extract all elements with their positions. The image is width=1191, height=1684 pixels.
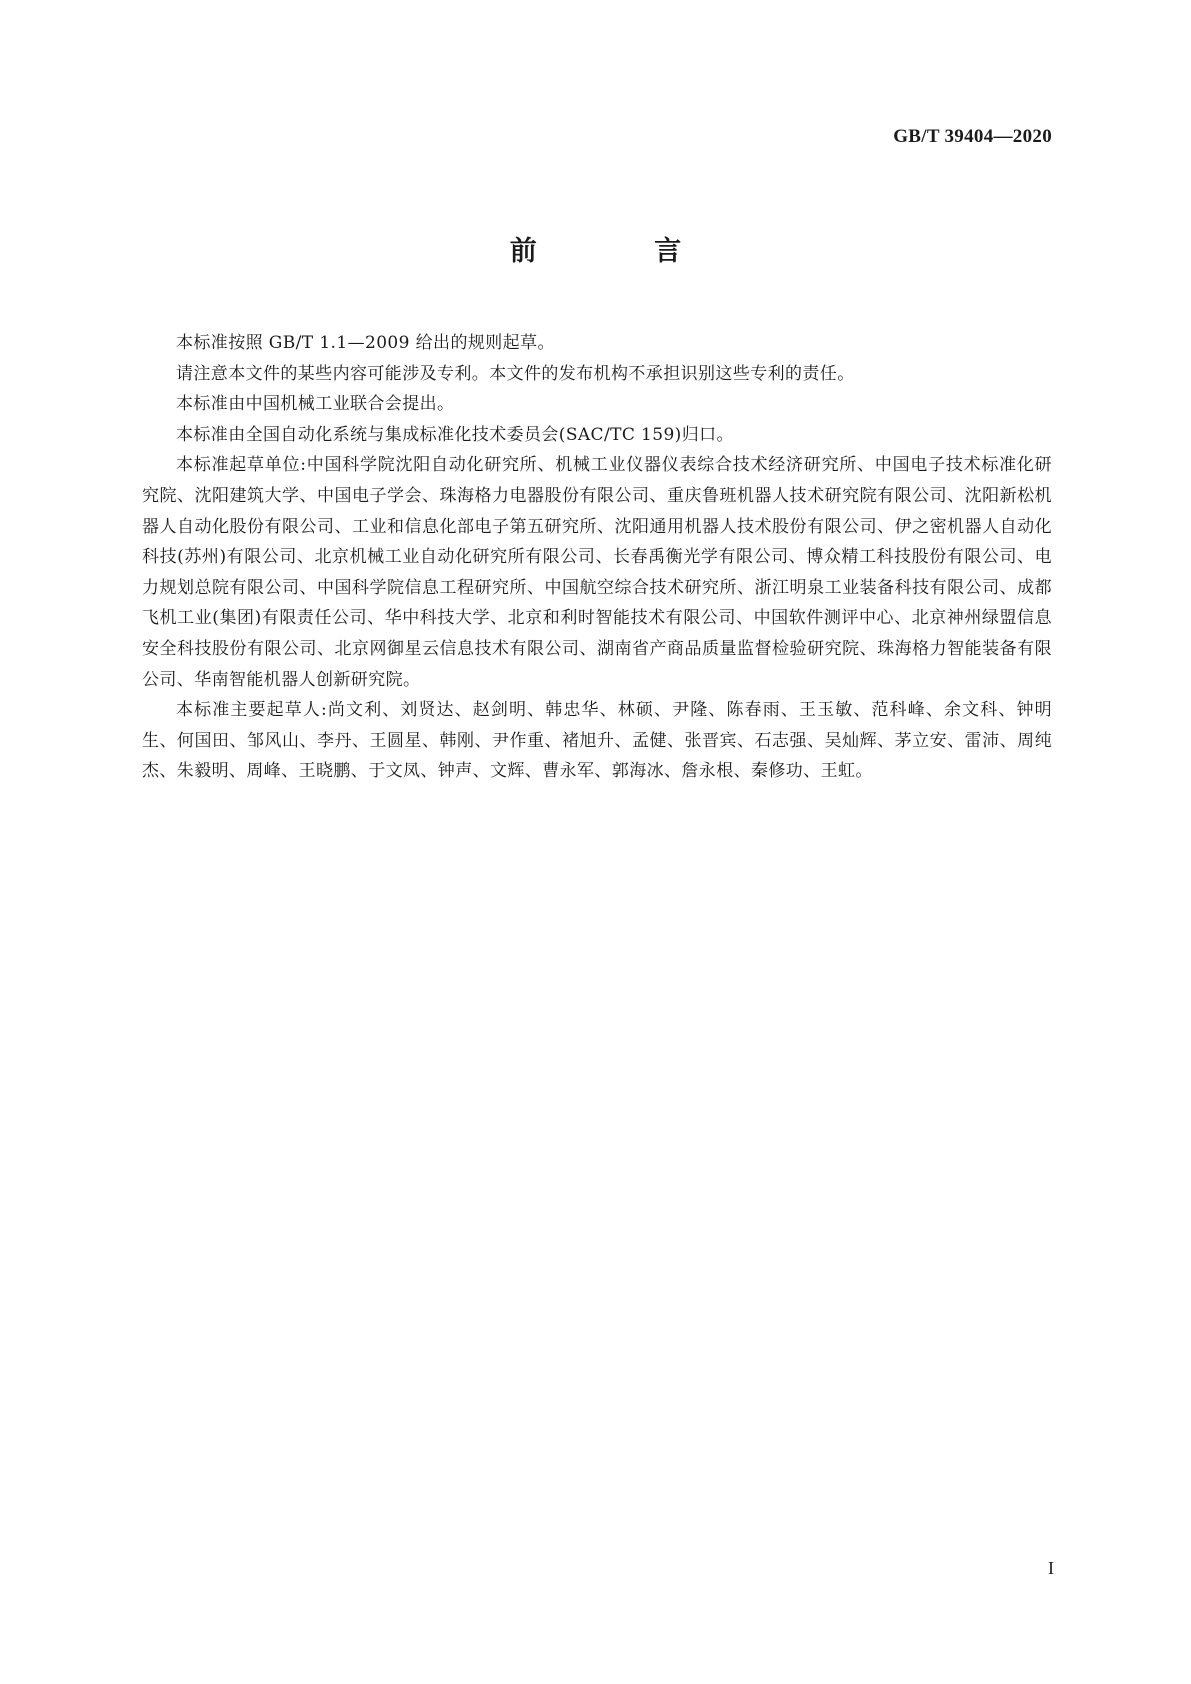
page-number: I [1048, 1558, 1054, 1578]
paragraph-patent-notice: 请注意本文件的某些内容可能涉及专利。本文件的发布机构不承担识别这些专利的责任。 [176, 363, 855, 384]
page-title: 前 言 [509, 236, 736, 267]
paragraph-drafting-rules: 本标准按照 GB/T 1.1—2009 给出的规则起草。 [176, 333, 555, 353]
paragraph-drafting-units: 本标准起草单位:中国科学院沈阳自动化研究所、机械工业仪器仪表综合技术经济研究所、中国电子技术标准化研究院、沈阳建筑大学、中国电子学会、珠海格力电器股份有限公司、重庆鲁班机器人技术研究院有限公司、沈阳新松机器人自动化股份有限公司、工业和信息化部电子第五研究所、沈阳通用机器人技术股份有限公司、伊之密机器人自动化科技(苏州)有限公司、北京机械工业自动化研究所有限公司、长春禹衡光学有限公司、博众精工科技股份有限公司、电力规划总院有限公司、中国科学院信息工程研究所、中国航空综合技术研究所、浙江明泉工业装备科技有限公司、成都飞机工业(集团)有限责任公司、华中科技大学、北京和利时智能技术有限公司、中国软件测评中心、北京神州绿盟信息安全科技股份有限公司、北京网御星云信息技术有限公司、湖南省产商品质量监督检验研究院、珠海格力智能装备有限公司、华南智能机器人创新研究院。 [142, 455, 1052, 690]
paragraph-committee: 本标准由全国自动化系统与集成标准化技术委员会(SAC/TC 159)归口。 [176, 424, 734, 445]
standard-code: GB/T 39404—2020 [893, 126, 1052, 147]
paragraph-proposer: 本标准由中国机械工业联合会提出。 [176, 394, 455, 415]
foreword-body [142, 328, 1052, 787]
paragraph-drafters: 本标准主要起草人:尚文利、刘贤达、赵剑明、韩忠华、林硕、尹隆、陈春雨、王玉敏、范科峰、余文科、钟明生、何国田、邹风山、李丹、王圆星、韩刚、尹作重、褚旭升、孟健、张晋宾、石志强、吴灿辉、茅立安、雷沛、周纯杰、朱毅明、周峰、王晓鹏、于文凤、钟声、文辉、曹永军、郭海冰、詹永根、秦修功、王虹。 [142, 700, 1052, 782]
